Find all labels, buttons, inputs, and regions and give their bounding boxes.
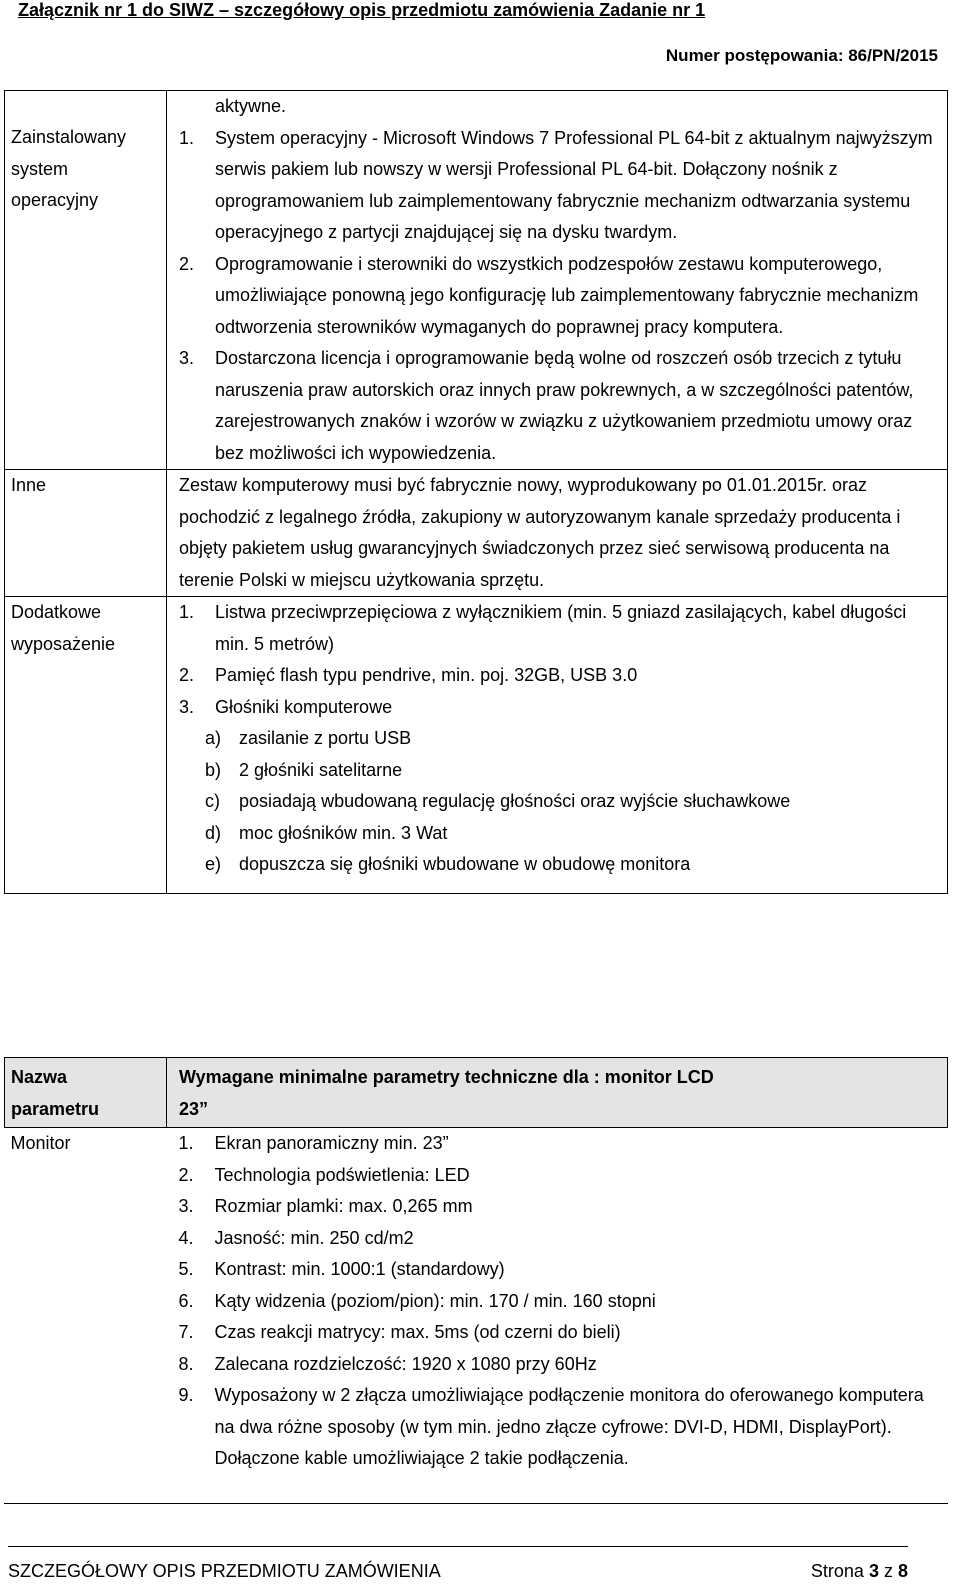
- extras-content: [167, 597, 948, 894]
- sub-item-text: 2 głośniki satelitarne: [239, 759, 403, 780]
- list-item: [179, 1286, 942, 1318]
- item-text: Jasność: min. 250 cd/m2: [214, 1227, 414, 1248]
- case-number: Numer postępowania: 86/PN/2015: [665, 46, 938, 65]
- list-item: [179, 597, 941, 660]
- page-separator: z: [883, 1561, 893, 1581]
- sub-list-item: [179, 755, 941, 787]
- table-row: [5, 470, 948, 597]
- header-param-name: [5, 1058, 167, 1128]
- item-number: 1.: [178, 1133, 194, 1153]
- item-text: Czas reakcji matrycy: max. 5ms (od czerni do bieli): [214, 1322, 621, 1342]
- monitor-table: [4, 1057, 948, 1481]
- sub-item-text: posiadają wbudowaną regulację głośności oraz wyjście słuchawkowe: [239, 791, 791, 811]
- os-label-text: Zainstalowany system operacyjny: [11, 127, 127, 210]
- list-item: [179, 1317, 942, 1349]
- item-text: Kąty widzenia (poziom/pion): min. 170 / min. 160 stopni: [214, 1290, 656, 1311]
- list-item: [179, 249, 941, 344]
- page-prefix: Strona: [810, 1561, 864, 1581]
- item-number: 5.: [178, 1259, 194, 1279]
- item-number: 8.: [178, 1353, 194, 1374]
- table-row: [5, 91, 948, 470]
- sub-item-letter: d): [205, 822, 222, 843]
- table-header-row: [5, 1058, 948, 1128]
- sub-item-letter: b): [205, 759, 222, 780]
- monitor-content: [167, 1128, 948, 1481]
- page-current: 3: [868, 1561, 879, 1581]
- list-item: [179, 123, 941, 249]
- row-label-os: [5, 91, 167, 470]
- item-number: 1.: [179, 127, 195, 148]
- item-text: Oprogramowanie i sterowniki do wszystkich podzespołów zestawu komputerowego, umożliwiające ponowną jego konfigurację lub zaimplementowany fabrycznie mechanizm odtworzenia sterowników wymaganych do poprawnej pracy komputera.: [215, 253, 919, 337]
- sub-item-text: dopuszcza się głośniki wbudowane w obudowę monitora: [239, 854, 691, 874]
- page-number: [811, 1561, 908, 1582]
- list-item: [179, 1254, 942, 1286]
- item-number: 7.: [178, 1322, 194, 1342]
- item-text: Technologia podświetlenia: LED: [214, 1164, 470, 1185]
- item-number: 2.: [179, 665, 195, 685]
- item-text: Wyposażony w 2 złącza umożliwiające podłączenie monitora do oferowanego komputera na dwa różne sposoby (w tym min. jedno złącze cyfrowe: DVI-D, HDMI, DisplayPort). Dołączone kable umożliwiające 2 takie podłączenia.: [214, 1385, 924, 1468]
- item-text: Zalecana rozdzielczość: 1920 x 1080 przy 60Hz: [214, 1353, 597, 1374]
- list-item: [179, 343, 941, 469]
- sub-list-item: [179, 849, 941, 881]
- table-bottom-border: [4, 1503, 948, 1504]
- header-param-text: Nazwa parametru: [11, 1067, 100, 1119]
- os-content: [167, 91, 948, 470]
- footer-title: SZCZEGÓŁOWY OPIS PRZEDMIOTU ZAMÓWIENIA: [8, 1561, 441, 1581]
- header-requirements-title: [167, 1058, 948, 1128]
- sub-item-text: zasilanie z portu USB: [239, 728, 412, 748]
- item-number: 6.: [178, 1290, 194, 1311]
- list-item: [179, 1223, 942, 1255]
- item-number: 1.: [179, 602, 195, 622]
- item-number: 2.: [178, 1164, 194, 1185]
- page-footer: [8, 1546, 908, 1581]
- list-item: [179, 692, 941, 724]
- item-number: 3.: [179, 348, 195, 368]
- item-text: Dostarczona licencja i oprogramowanie będą wolne od roszczeń osób trzecich z tytułu naruszenia praw autorskich oraz innych praw pokrewnych, a w szczególności patentów, zarejestrowanych znaków i wzorów w związku z użytkowaniem przedmiotu umowy oraz bez możliwości ich wypowiedzenia.: [215, 348, 914, 463]
- item-text: Rozmiar plamki: max. 0,265 mm: [214, 1196, 473, 1216]
- other-content: Zestaw komputerowy musi być fabrycznie nowy, wyprodukowany po 01.01.2015r. oraz pochodzić z legalnego źródła, zakupiony w autoryzowanym kanale sprzedaży producenta i objęty pakietem usług gwarancyjnych świadczonych przez sieć serwisową producenta na terenie Polski w miejscu użytkowania sprzętu.: [167, 470, 948, 597]
- list-item: [179, 660, 941, 692]
- sub-list-item: [179, 786, 941, 818]
- sub-item-letter: a): [205, 728, 222, 748]
- header-title-text: Wymagane minimalne parametry techniczne dla : monitor LCD 23”: [179, 1067, 714, 1119]
- row-label-monitor: Monitor: [5, 1128, 167, 1481]
- sub-item-letter: e): [205, 854, 222, 874]
- list-item: [179, 1191, 942, 1223]
- table-row: [5, 1128, 948, 1481]
- item-text: Kontrast: min. 1000:1 (standardowy): [214, 1259, 505, 1279]
- item-number: 2.: [179, 253, 195, 274]
- table-row: [5, 597, 948, 894]
- os-intro: aktywne.: [215, 96, 287, 116]
- document-title: Załącznik nr 1 do SIWZ – szczegółowy opis przedmiotu zamówienia Zadanie nr 1: [18, 0, 706, 20]
- row-label-extras: [5, 597, 167, 894]
- list-item: [179, 1349, 942, 1381]
- extras-label-text: Dodatkowe wyposażenie: [11, 602, 116, 654]
- item-text: Pamięć flash typu pendrive, min. poj. 32GB, USB 3.0: [215, 665, 638, 685]
- item-text: Listwa przeciwprzepięciowa z wyłącznikiem (min. 5 gniazd zasilających, kabel długości min. 5 metrów): [215, 602, 907, 654]
- sub-item-letter: c): [205, 791, 220, 811]
- list-item: [179, 1380, 942, 1475]
- list-item: [179, 1160, 942, 1192]
- item-number: 3.: [178, 1196, 194, 1216]
- sub-list-item: [179, 723, 941, 755]
- sub-item-text: moc głośników min. 3 Wat: [239, 822, 448, 843]
- item-text: Ekran panoramiczny min. 23”: [214, 1133, 449, 1153]
- item-text: System operacyjny - Microsoft Windows 7 Professional PL 64-bit z aktualnym najwyższym serwis pakiem lub nowszy w wersji Professional PL 64-bit. Dołączony nośnik z oprogramowaniem lub zaimplementowany fabrycznie mechanizm odtwarzania systemu operacyjnego z partycji znajdującej się na dysku twardym.: [215, 127, 933, 242]
- page-total: 8: [897, 1561, 908, 1581]
- item-number: 4.: [178, 1227, 194, 1248]
- requirements-table: [4, 90, 948, 894]
- row-label-other: Inne: [5, 470, 167, 597]
- list-item: [179, 1128, 942, 1160]
- item-number: 9.: [178, 1385, 194, 1405]
- sub-list-item: [179, 818, 941, 850]
- item-text: Głośniki komputerowe: [215, 696, 393, 717]
- item-number: 3.: [179, 696, 195, 717]
